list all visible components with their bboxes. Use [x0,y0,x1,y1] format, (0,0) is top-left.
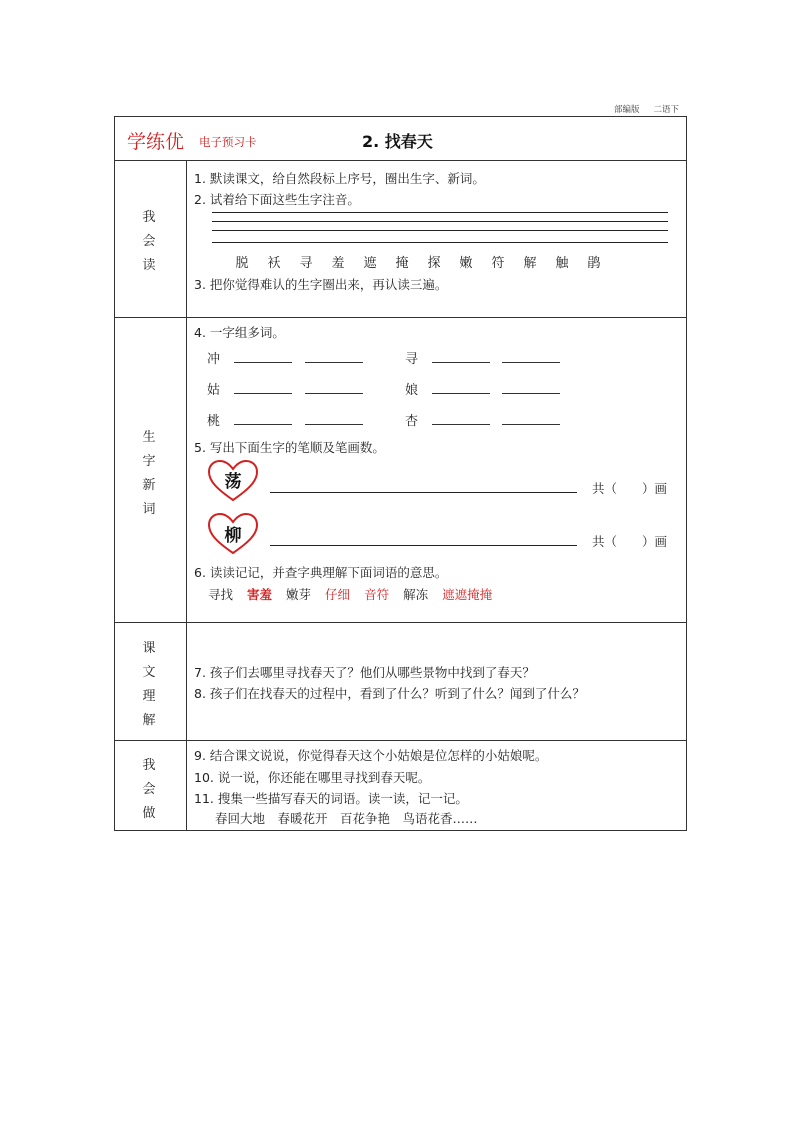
vocab-item: 遮遮掩掩 [442,587,493,602]
stroke-char: 柳 [224,526,242,546]
table-bottom-border [114,830,687,831]
brand-subtitle: 电子预习卡 [199,135,257,149]
answer-blank[interactable] [502,424,560,425]
answer-blank[interactable] [502,393,560,394]
vocab-item: 寻找 [208,587,234,602]
question-7: 7. 孩子们去哪里寻找春天了？他们从哪些景物中找到了春天？ [194,665,535,680]
label-column-divider [186,160,187,831]
vocab-item: 音符 [364,587,390,602]
char-list [226,252,610,271]
section-label-do: 我 会 做 [142,758,156,821]
title-row-divider [114,160,687,161]
char-item: 解 [523,256,537,271]
char-item: 脱 [235,256,249,271]
vocab-item: 嫩芽 [286,587,312,602]
understand-section-divider [114,740,687,741]
char-item: 袄 [267,256,281,271]
answer-blank[interactable] [234,424,292,425]
char-item: 触 [555,256,569,271]
stroke-count: 共（ ）画 [592,481,668,496]
pinyin-line-1 [212,212,668,213]
question-10: 10. 说一说，你还能在哪里寻找到春天呢。 [194,770,431,785]
question-1: 1. 默读课文，给自然段标上序号，圈出生字、新词。 [194,171,485,186]
char-item: 寻 [299,256,313,271]
vocab-item: 解冻 [403,587,429,602]
char-item: 羞 [331,256,345,271]
vocab-item: 仔细 [325,587,351,602]
answer-blank[interactable] [432,393,490,394]
char-item: 探 [427,256,441,271]
word-char: 冲 [207,352,221,367]
word-char: 杏 [405,414,419,429]
pinyin-line-2 [212,221,668,222]
answer-blank[interactable] [305,362,363,363]
answer-blank[interactable] [432,424,490,425]
table-right-border [686,116,687,831]
answer-blank[interactable] [502,362,560,363]
word-char: 桃 [207,414,221,429]
char-item: 遮 [363,256,377,271]
pinyin-line-3 [212,230,668,231]
vocab-list [208,584,506,603]
word-char: 姑 [207,383,221,398]
words-section-divider [114,622,687,623]
answer-blank[interactable] [234,362,292,363]
spring-phrases: 春回大地 春暖花开 百花争艳 鸟语花香…… [215,811,478,826]
question-8: 8. 孩子们在找春天的过程中，看到了什么？听到了什么？闻到了什么？ [194,686,585,701]
question-11: 11. 搜集一些描写春天的词语。读一读，记一记。 [194,791,468,806]
section-label-understand: 课 文 理 解 [142,641,156,728]
word-char: 娘 [405,383,419,398]
stroke-char: 荡 [224,472,242,492]
stroke-count: 共（ ）画 [592,534,668,549]
stroke-order-line[interactable] [270,545,577,546]
question-3: 3. 把你觉得难认的生字圈出来，再认读三遍。 [194,277,448,292]
table-top-border [114,116,687,117]
stroke-order-line[interactable] [270,492,577,493]
answer-blank[interactable] [234,393,292,394]
question-5: 5. 写出下面生字的笔顺及笔画数。 [194,440,385,455]
char-item: 掩 [395,256,409,271]
question-9: 9. 结合课文说说，你觉得春天这个小姑娘是位怎样的小姑娘呢。 [194,748,548,763]
word-char: 寻 [405,352,419,367]
vocab-item: 害羞 [247,587,273,602]
section-label-read: 我 会 读 [142,210,156,273]
char-item: 嫩 [459,256,473,271]
answer-blank[interactable] [432,362,490,363]
char-item: 符 [491,256,505,271]
question-6: 6. 读读记记，并查字典理解下面词语的意思。 [194,565,448,580]
question-2: 2. 试着给下面这些生字注音。 [194,192,360,207]
question-4: 4. 一字组多词。 [194,325,285,340]
page-title: 2. 找春天 [362,132,433,151]
edition-label: 部编版 二语下 [614,105,680,115]
answer-blank[interactable] [305,424,363,425]
table-left-border [114,116,115,831]
pinyin-line-4 [212,242,668,243]
brand-name: 学练优 [127,131,185,153]
section-label-words: 生 字 新 词 [142,430,156,517]
char-item: 鹃 [587,256,601,271]
answer-blank[interactable] [305,393,363,394]
read-section-divider [114,317,687,318]
